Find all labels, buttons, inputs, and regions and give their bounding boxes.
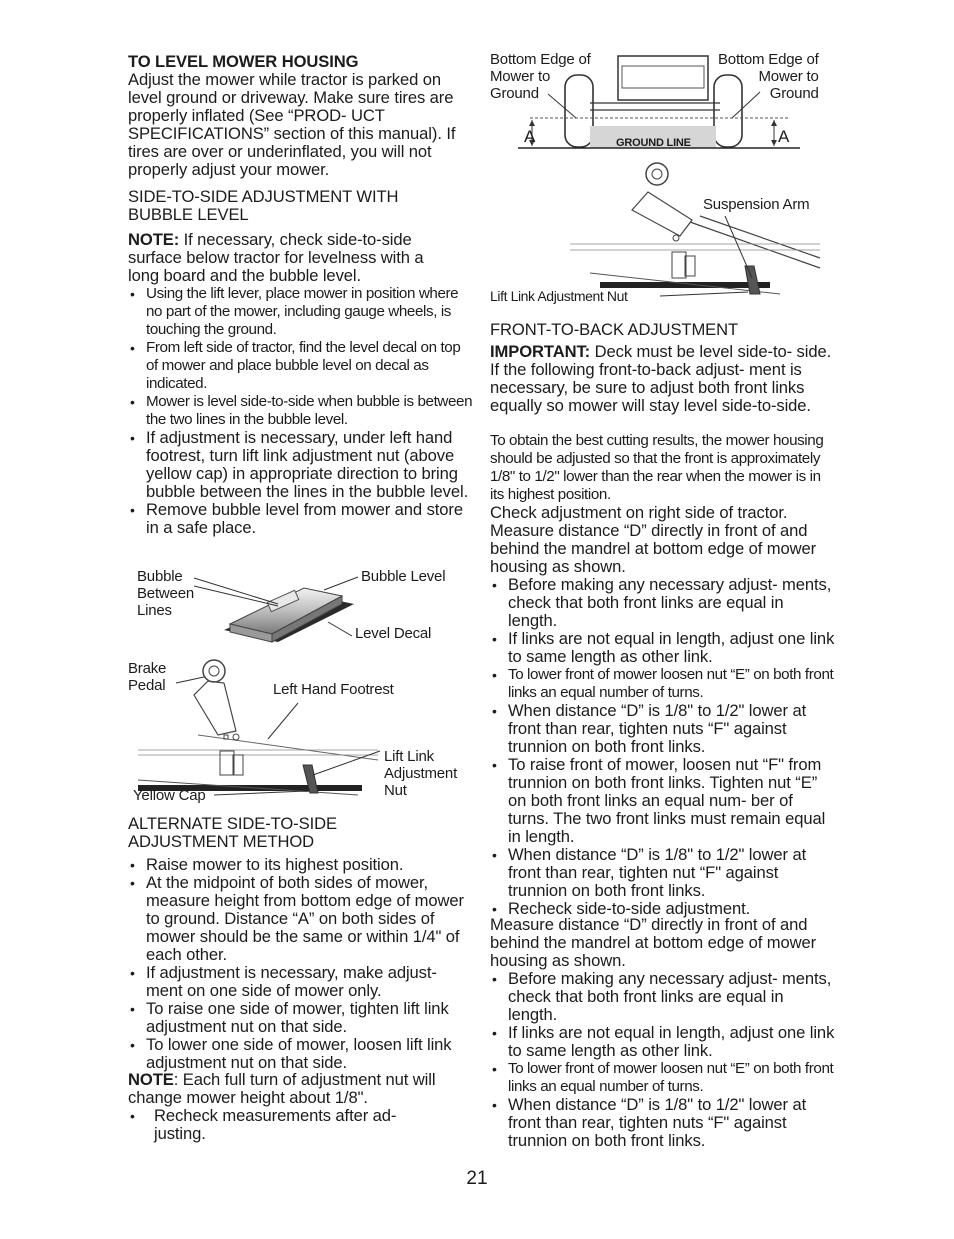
label-distance-a-right: A xyxy=(778,127,790,146)
best-results-paragraph: To obtain the best cutting results, the mower housing should be adjusted so that the front is approximately 1/8" to 1/2" lower than the rear when the mower is in its highest position. xyxy=(490,432,824,503)
repeat-front-to-back-steps xyxy=(490,970,835,1150)
page-number: 21 xyxy=(466,1168,488,1189)
list-item: • Using the lift lever, place mower in position where no part of the mower, including gauge wheels, is touching the ground. xyxy=(128,285,473,339)
label-bubble-level: Bubble Level xyxy=(361,568,446,585)
label-bottom-edge-left: Bottom Edge of Mower to Ground xyxy=(490,51,591,102)
bubble-level-figure xyxy=(128,560,473,660)
recheck-steps xyxy=(128,1107,428,1143)
list-item: • Recheck side-to-side adjustment. xyxy=(490,900,835,918)
list-item: • When distance “D” is 1/8" to 1/2" lower at front than rear, tighten nuts “F" against trunnion on both front links. xyxy=(490,1096,835,1150)
list-item: • At the midpoint of both sides of mower, measure height from bottom edge of mower to ground. Distance “A” on both sides of mower should be the same or within 1/4" of each other. xyxy=(128,874,473,964)
list-item: • If adjustment is necessary, make adjust- ment on one side of mower only. xyxy=(128,964,473,1000)
list-item: • Raise mower to its highest position. xyxy=(128,856,473,874)
label-brake-pedal: Brake Pedal xyxy=(128,660,167,694)
alternate-method-steps xyxy=(128,856,473,1072)
list-item: • From left side of tractor, find the level decal on top of mower and place bubble level on decal as indicated. xyxy=(128,339,473,393)
suspension-arm-figure xyxy=(490,158,835,308)
list-item: • To lower front of mower loosen nut “E” on both front links an equal number of turns. xyxy=(490,1060,835,1096)
label-distance-a-left: A xyxy=(524,127,536,146)
subheading-side-to-side: SIDE-TO-SIDE ADJUSTMENT WITH BUBBLE LEVEL xyxy=(128,187,399,224)
subheading-front-to-back: FRONT-TO-BACK ADJUSTMENT xyxy=(490,320,739,339)
list-item: • To lower front of mower loosen nut “E” on both front links an equal number of turns. xyxy=(490,666,835,702)
front-to-back-steps xyxy=(490,576,835,918)
note-adjustment-nut xyxy=(128,1071,458,1107)
list-item: • Recheck measurements after ad- justing. xyxy=(128,1107,428,1143)
intro-paragraph: Adjust the mower while tractor is parked on level ground or driveway. Make sure tires are properly inflated (See “PROD- UCT SPECIFICATIONS” section of this manual). If tires are over or underinflated, you will not properly adjust your mower. xyxy=(128,70,456,179)
list-item: • When distance “D” is 1/8" to 1/2" lower at front than rear, tighten nut “F" against trunnion on both front links. xyxy=(490,846,835,900)
bubble-level-steps xyxy=(128,285,473,537)
note-text: : Each full turn of adjustment nut will change mower height about 1/8". xyxy=(128,1070,436,1107)
list-item: • When distance “D” is 1/8" to 1/2" lower at front than rear, tighten nuts “F" against trunnion on both front links. xyxy=(490,702,835,756)
section-heading-level-mower: TO LEVEL MOWER HOUSING xyxy=(128,52,359,71)
label-bottom-edge-right: Bottom Edge of Mower to Ground xyxy=(718,51,819,102)
important-text: Deck must be level side-to- side. If the following front-to-back adjust- ment is necessary, be sure to adjust both front links equally so mower will stay level side-to-side. xyxy=(490,342,832,415)
label-ground-line: GROUND LINE xyxy=(616,137,691,149)
note-text: If necessary, check side-to-side surface below tractor for levelness with a long board and the bubble level. xyxy=(128,230,424,285)
label-suspension-arm: Suspension Arm xyxy=(703,196,810,213)
list-item: • Mower is level side-to-side when bubble is between the two lines in the bubble level. xyxy=(128,393,473,429)
label-left-hand-footrest: Left Hand Footrest xyxy=(273,681,394,698)
important-label: IMPORTANT: xyxy=(490,342,591,361)
list-item: • To lower one side of mower, loosen lift link adjustment nut on that side. xyxy=(128,1036,473,1072)
label-lift-link-adjustment-nut-right: Lift Link Adjustment Nut xyxy=(490,288,628,304)
footrest-figure xyxy=(128,655,473,810)
label-level-decal: Level Decal xyxy=(355,625,432,642)
list-item: • Remove bubble level from mower and store in a safe place. xyxy=(128,501,473,537)
list-item: • If links are not equal in length, adjust one link to same length as other link. xyxy=(490,1024,835,1060)
list-item: • To raise front of mower, loosen nut “F" from trunnion on both front links. Tighten nut “E” on both front links an equal num- ber of turns. The two front links must remain equal in length. xyxy=(490,756,835,846)
label-bubble-between-lines: Bubble Between Lines xyxy=(137,568,194,619)
list-item: • Before making any necessary adjust- ments, check that both front links are equal in length. xyxy=(490,970,835,1024)
list-item: • Before making any necessary adjust- ments, check that both front links are equal in length. xyxy=(490,576,835,630)
list-item: • If links are not equal in length, adjust one link to same length as other link. xyxy=(490,630,835,666)
ground-line-figure xyxy=(490,48,835,158)
label-yellow-cap: Yellow Cap xyxy=(133,787,206,804)
subheading-alternate-method: ALTERNATE SIDE-TO-SIDE ADJUSTMENT METHOD xyxy=(128,814,337,851)
note-label: NOTE xyxy=(128,1070,174,1089)
list-item: • To raise one side of mower, tighten lift link adjustment nut on that side. xyxy=(128,1000,473,1036)
note-paragraph xyxy=(128,231,458,285)
label-lift-link-adjustment-nut: Lift Link Adjustment Nut xyxy=(384,748,458,799)
note-label: NOTE: xyxy=(128,230,180,249)
important-paragraph xyxy=(490,343,832,415)
list-item: • If adjustment is necessary, under left hand footrest, turn lift link adjustment nut (above yellow cap) in appropriate direction to bring bubble between the lines in the bubble level. xyxy=(128,429,473,501)
check-adjustment-paragraph: Check adjustment on right side of tractor. Measure distance “D” directly in front of and behind the mandrel at bottom edge of mower housing as shown. xyxy=(490,503,817,576)
suspension-arm-illustration xyxy=(490,158,835,308)
measure-distance-paragraph: Measure distance “D” directly in front of and behind the mandrel at bottom edge of mower housing as shown. xyxy=(490,915,817,970)
